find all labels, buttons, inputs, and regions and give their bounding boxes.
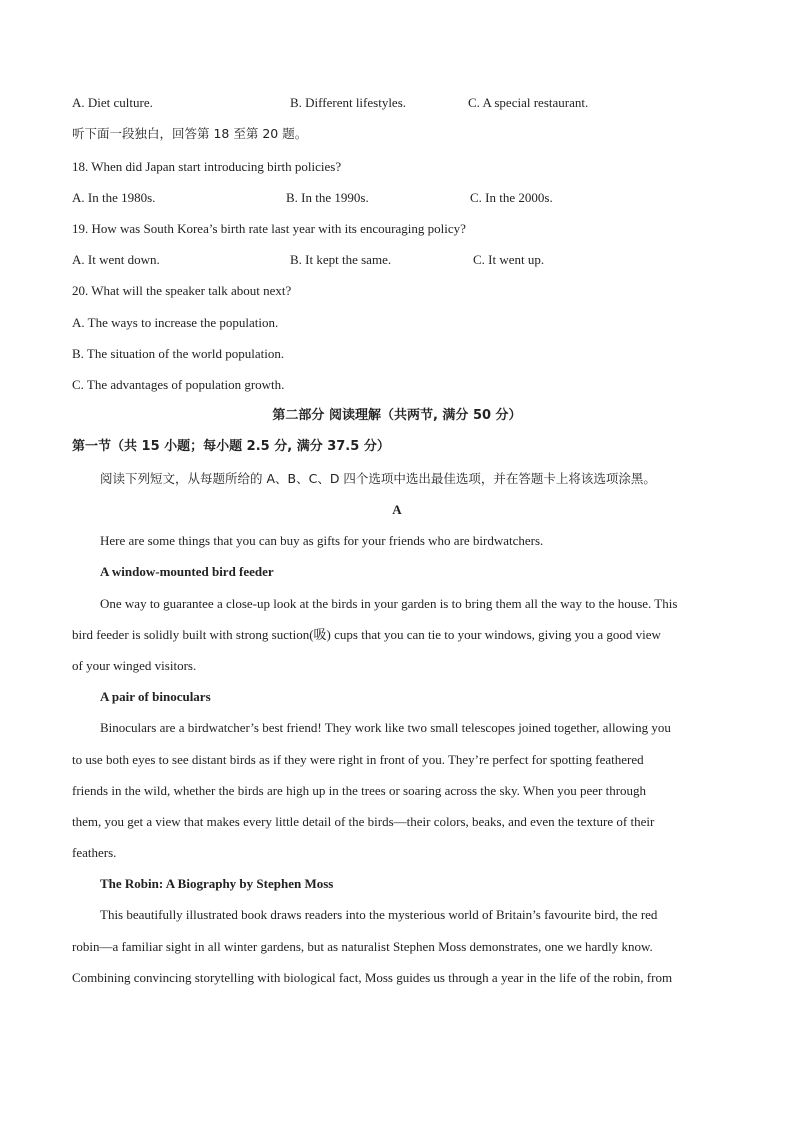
item3-line: This beautifully illustrated book draws readers into the mysterious world of Britain’s favourite bird, the red (100, 907, 658, 922)
item2-line: feathers. (72, 845, 117, 860)
q19-option-a: A. It went down. (72, 252, 160, 267)
item3-line: robin—a familiar sight in all winter gardens, but as naturalist Stephen Moss demonstrates, one we hardly know. (72, 939, 653, 954)
reading-instruction: 阅读下列短文，从每题所给的 A、B、C、D 四个选项中选出最佳选项，并在答题卡上将该选项涂黑。 (100, 471, 656, 486)
item2-line: Binoculars are a birdwatcher’s best friend! They work like two small telescopes joined together, allowing you (100, 720, 671, 735)
q17-option-b: B. Different lifestyles. (290, 95, 407, 110)
q18-option-a: A. In the 1980s. (72, 190, 156, 205)
item2-heading: A pair of binoculars (100, 689, 211, 704)
item1-line: bird feeder is solidly built with strong suction(吸) cups that you can tie to your windows, giving you a good view (72, 627, 661, 642)
item2-line: them, you get a view that makes every little detail of the birds—their colors, beaks, and even the texture of their (72, 814, 655, 829)
item3-heading: The Robin: A Biography by Stephen Moss (100, 876, 334, 891)
item2-line: friends in the wild, whether the birds are high up in the trees or soaring across the sky. When you peer through (72, 783, 647, 798)
item1-heading: A window-mounted bird feeder (100, 564, 274, 579)
section1-title: 第一节（共 15 小题；每小题 2.5 分, 满分 37.5 分） (72, 439, 390, 454)
passage-label: A (392, 502, 402, 517)
q17-option-c: C. A special restaurant. (468, 95, 589, 110)
monologue-instruction: 听下面一段独白，回答第 18 至第 20 题。 (72, 126, 308, 141)
q19-option-c: C. It went up. (473, 252, 545, 267)
q18-option-c: C. In the 2000s. (470, 190, 553, 205)
q19-question: 19. How was South Korea’s birth rate last year with its encouraging policy? (72, 221, 466, 236)
q20-question: 20. What will the speaker talk about next? (72, 283, 292, 298)
q19-option-b: B. It kept the same. (290, 252, 392, 267)
part2-title: 第二部分 阅读理解（共两节, 满分 50 分） (272, 408, 522, 423)
item2-line: to use both eyes to see distant birds as if they were right in front of you. They’re perfect for spotting feathered (72, 752, 644, 767)
q18-question: 18. When did Japan start introducing birth policies? (72, 159, 342, 174)
item1-line: One way to guarantee a close-up look at the birds in your garden is to bring them all the way to the house. This (100, 596, 678, 611)
q20-option-c: C. The advantages of population growth. (72, 377, 285, 392)
q17-option-a: A. Diet culture. (72, 95, 153, 110)
item3-line: Combining convincing storytelling with biological fact, Moss guides us through a year in the life of the robin, from (72, 970, 673, 985)
q20-option-a: A. The ways to increase the population. (72, 315, 279, 330)
q18-option-b: B. In the 1990s. (286, 190, 369, 205)
item1-line: of your winged visitors. (72, 658, 197, 673)
q20-option-b: B. The situation of the world population. (72, 346, 285, 361)
passage-intro: Here are some things that you can buy as gifts for your friends who are birdwatchers. (100, 533, 544, 548)
